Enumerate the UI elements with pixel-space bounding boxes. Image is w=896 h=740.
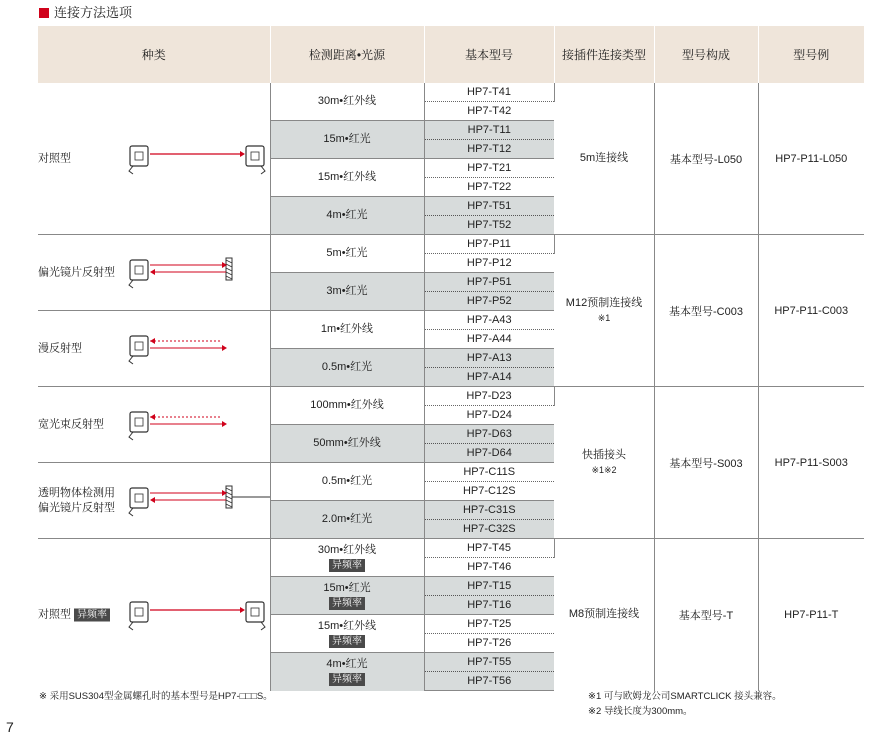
distance-label: 50mm•红外线 (313, 437, 381, 449)
connector-type-label: M8预制连接线 (568, 608, 640, 621)
base-model-cell: HP7-P11 (424, 235, 554, 254)
model-example-cell: HP7-P11-C003 (758, 235, 864, 387)
distance-cell (270, 121, 424, 159)
connector-type-cell (554, 83, 654, 235)
distance-label: 15m•红光 (323, 133, 371, 145)
distance-label: 0.5m•红光 (321, 475, 373, 487)
kind-cell (38, 83, 270, 235)
distance-cell (270, 197, 424, 235)
base-model-cell: HP7-T21 (424, 159, 554, 178)
base-model-cell: HP7-P12 (466, 257, 512, 269)
model-structure-cell: 基本型号-C003 (654, 235, 758, 387)
distance-cell (270, 311, 424, 349)
header-distance: 检测距离•光源 (270, 26, 424, 83)
alt-frequency-badge: 异频率 (329, 559, 365, 572)
kind-label: 对照型 (38, 152, 71, 164)
kind-label: 偏光镜片反射型 (38, 266, 115, 278)
red-square-icon (39, 8, 49, 18)
connector-note: ※1※2 (591, 464, 617, 475)
distance-label: 15m•红光 (323, 581, 371, 594)
header-base-model: 基本型号 (424, 26, 554, 83)
connector-type-cell (554, 539, 654, 691)
alt-frequency-badge: 异频率 (329, 635, 365, 648)
distance-cell (270, 235, 424, 273)
base-model-cell: HP7-T16 (424, 596, 554, 615)
distance-cell (270, 387, 424, 425)
distance-label: 15m•红外线 (317, 619, 377, 632)
distance-cell (270, 349, 424, 387)
base-model-cell: HP7-C11S (424, 463, 554, 482)
model-example-cell: HP7-P11-S003 (758, 387, 864, 539)
distance-label: 3m•红光 (326, 285, 368, 297)
kind-label: 漫反射型 (38, 342, 82, 354)
base-model-cell: HP7-T12 (424, 140, 554, 159)
kind-label: 宽光束反射型 (38, 418, 104, 430)
distance-label: 1m•红外线 (320, 323, 374, 335)
distance-label: 15m•红外线 (317, 171, 377, 183)
page-number: 7 (6, 719, 14, 735)
base-model-cell: HP7-T56 (424, 672, 554, 691)
base-model-cell: HP7-T26 (467, 637, 512, 649)
base-model-cell: HP7-C31S (424, 501, 554, 520)
header-connector-type: 接插件连接类型 (554, 26, 654, 83)
kind-label: 对照型 异频率 (38, 607, 110, 622)
base-model-cell: HP7-A43 (424, 311, 554, 330)
header-model-structure: 型号构成 (654, 26, 758, 83)
diffuse-reflective-icon (128, 332, 270, 366)
wide-beam-icon (128, 408, 270, 442)
transparent-object-icon (128, 484, 270, 518)
distance-cell (270, 463, 424, 501)
alt-frequency-badge: 异频率 (74, 608, 110, 621)
distance-label: 30m•红外线 (317, 95, 377, 107)
section-title: 连接方法选项 (39, 5, 132, 21)
header-kind: 种类 (38, 26, 270, 83)
through-beam-icon (128, 142, 270, 176)
base-model-cell: HP7-D63 (424, 425, 554, 444)
base-model-cell: HP7-C12S (462, 485, 516, 497)
distance-label: 5m•红光 (326, 247, 368, 259)
distance-label: 4m•红光 (326, 209, 368, 221)
model-example-cell: HP7-P11-T (758, 539, 864, 691)
connector-note: ※1 (597, 312, 611, 323)
footnote-1: ※1 可与欧姆龙公司SMARTCLICK 接头兼容。 (588, 691, 782, 702)
distance-label: 100mm•红外线 (310, 399, 384, 411)
retroreflective-icon (128, 256, 270, 290)
kind-cell (38, 311, 270, 387)
footnote-2: ※2 导线长度为300mm。 (588, 706, 693, 717)
model-example-cell: HP7-P11-L050 (775, 152, 848, 165)
base-model-cell: HP7-P51 (424, 273, 554, 292)
base-model-cell: HP7-T15 (424, 577, 554, 596)
connector-type-label: 5m连接线 (579, 152, 629, 164)
distance-cell (270, 615, 424, 653)
base-model-cell: HP7-A14 (424, 368, 554, 387)
table-row (38, 539, 864, 558)
distance-cell (270, 501, 424, 539)
distance-label: 0.5m•红光 (321, 361, 373, 373)
connector-type-cell (554, 387, 654, 539)
base-model-cell: HP7-D24 (466, 409, 512, 421)
base-model-cell: HP7-T22 (467, 181, 512, 193)
distance-cell (270, 577, 424, 615)
base-model-cell: HP7-T45 (424, 539, 554, 558)
distance-cell (270, 539, 424, 577)
base-model-cell: HP7-C32S (424, 520, 554, 539)
kind-cell (38, 539, 270, 691)
table-row (38, 387, 864, 406)
alt-frequency-badge: 异频率 (329, 597, 365, 610)
footnote-left: ※ 采用SUS304型金属螺孔时的基本型号是HP7-□□□S。 (39, 691, 273, 702)
base-model-cell: HP7-T55 (424, 653, 554, 672)
distance-cell (270, 159, 424, 197)
base-model-cell: HP7-P52 (424, 292, 554, 311)
through-beam-icon (128, 598, 270, 632)
alt-frequency-badge: 异频率 (329, 673, 365, 686)
kind-cell (38, 235, 270, 311)
base-model-cell: HP7-T11 (424, 121, 554, 140)
kind-cell (38, 463, 270, 539)
connection-options-table (38, 26, 864, 691)
kind-cell (38, 387, 270, 463)
model-structure-cell: 基本型号-T (654, 539, 758, 691)
distance-cell (270, 83, 424, 121)
distance-label: 2.0m•红光 (321, 513, 373, 525)
table-row (38, 235, 864, 254)
distance-cell (270, 273, 424, 311)
base-model-cell: HP7-T25 (424, 615, 554, 634)
distance-cell (270, 653, 424, 691)
model-structure-cell: 基本型号-S003 (654, 387, 758, 539)
connector-type-label: 快插接头 (582, 448, 626, 461)
base-model-cell: HP7-T51 (424, 197, 554, 216)
base-model-cell: HP7-T42 (467, 105, 512, 117)
base-model-cell: HP7-D23 (424, 387, 554, 406)
distance-cell (270, 425, 424, 463)
base-model-cell: HP7-T41 (424, 83, 554, 102)
kind-label: 透明物体检测用 偏光镜片反射型 (38, 486, 115, 514)
base-model-cell: HP7-A13 (424, 349, 554, 368)
model-structure-cell: 基本型号-L050 (654, 83, 758, 235)
distance-label: 4m•红光 (326, 657, 368, 670)
table-row (38, 83, 864, 102)
base-model-cell: HP7-D64 (424, 444, 554, 463)
header-model-example: 型号例 (758, 26, 864, 83)
base-model-cell: HP7-A44 (466, 333, 512, 345)
base-model-cell: HP7-T46 (467, 561, 512, 573)
base-model-cell: HP7-T52 (424, 216, 554, 235)
distance-label: 30m•红外线 (317, 543, 377, 556)
connector-type-label: M12预制连接线 (565, 296, 643, 309)
connector-type-cell (554, 235, 654, 387)
